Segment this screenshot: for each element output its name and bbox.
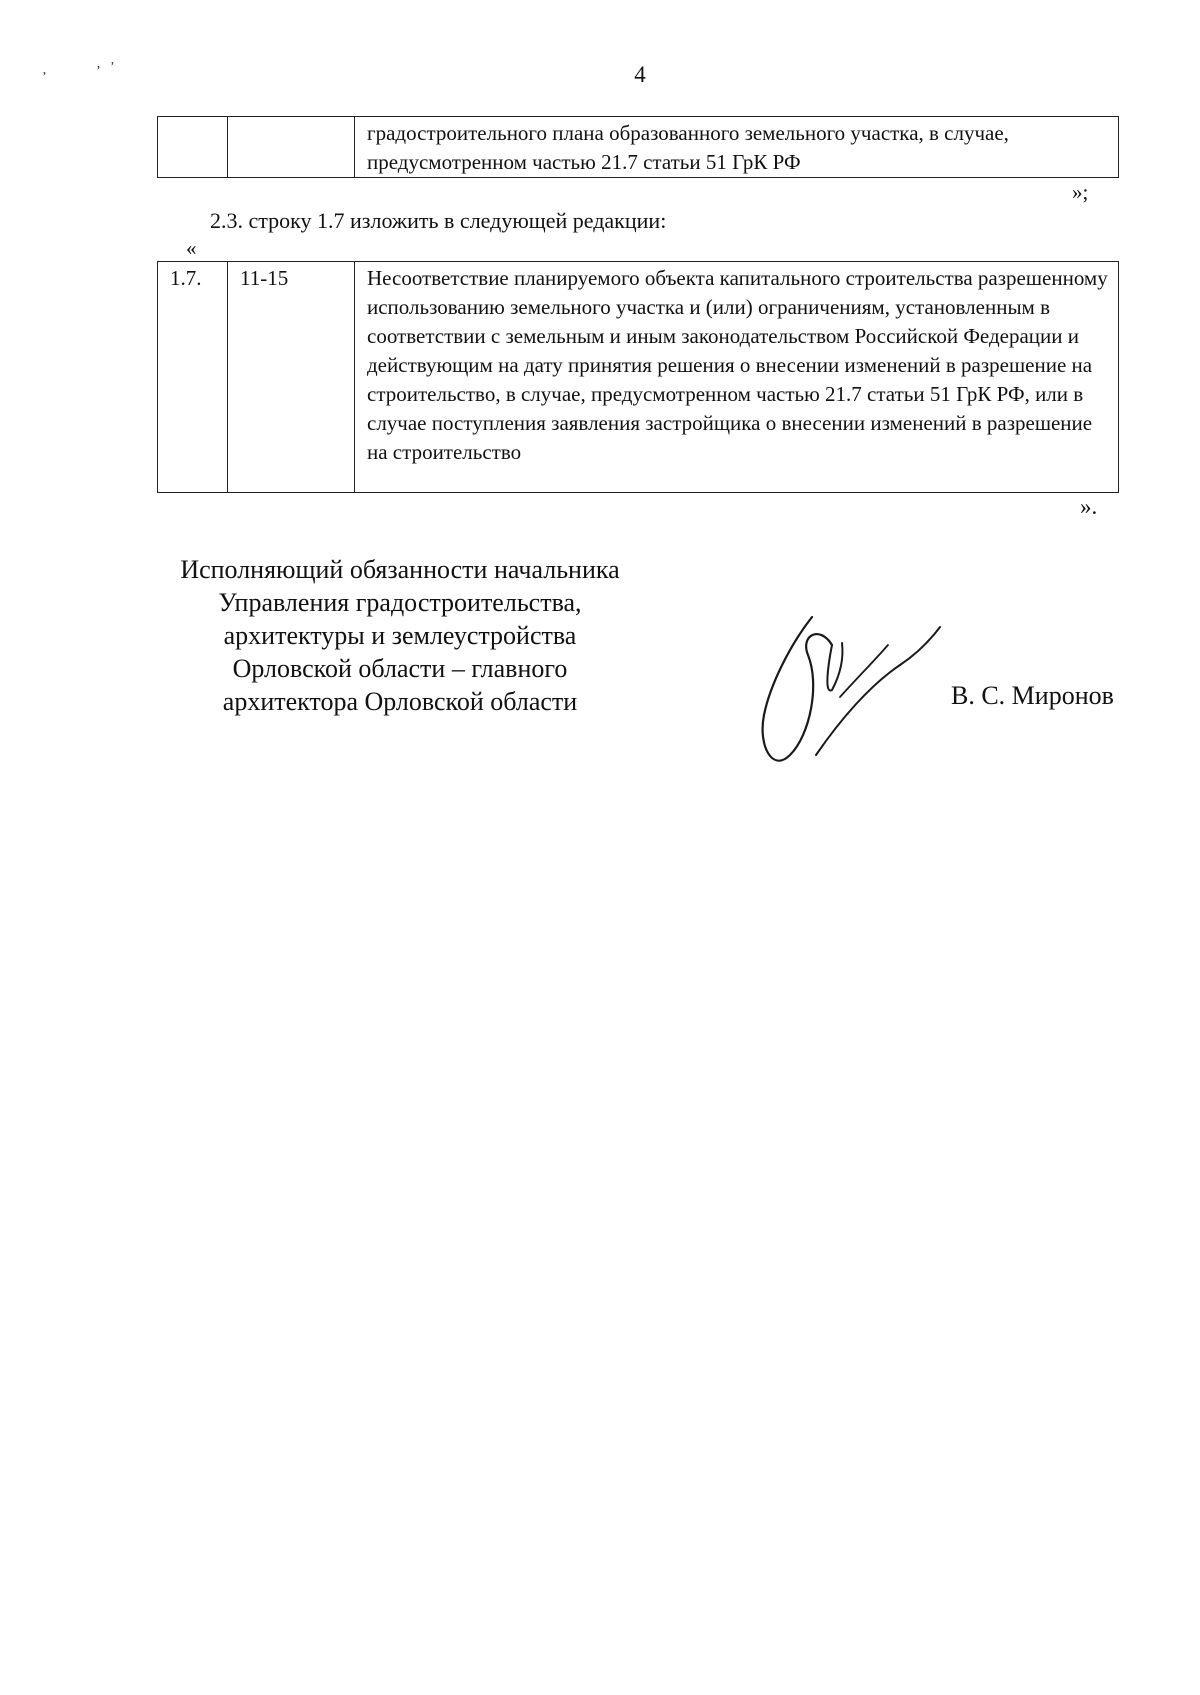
closing-quote: ». bbox=[1080, 494, 1098, 519]
table-row bbox=[158, 117, 1119, 178]
table-cell-code: 11-15 bbox=[228, 262, 355, 493]
page-number: 4 bbox=[634, 62, 646, 87]
table-cell-description: градостроительного плана образованного земельного участка, в случае, предусмотренном частью 21.7 статьи 51 ГрК РФ bbox=[355, 117, 1119, 178]
scan-speck: ʼ bbox=[96, 64, 101, 79]
signatory-title-line: архитектора Орловской области bbox=[222, 687, 578, 716]
amendment-instruction: 2.3. строку 1.7 изложить в следующей редакции: bbox=[210, 208, 667, 233]
signer-name: В. С. Миронов bbox=[951, 681, 1114, 710]
signatory-title-line: архитектуры и землеустройства bbox=[223, 621, 577, 650]
signatory-title bbox=[150, 553, 650, 718]
table-cell-number bbox=[158, 117, 228, 178]
table-cell-number: 1.7. bbox=[158, 262, 228, 493]
opening-quote: « bbox=[186, 236, 197, 260]
table-cell-description: Несоответствие планируемого объекта капитального строительства разрешенному использованию земельного участка и (или) ограничениям, установленным в соответствии с земельным и иным законодательством Российской Федерации и действующим на дату принятия решения о внесении изменений в разрешение на строительство, в случае, предусмотренном частью 21.7 статьи 51 ГрК РФ, или в случае поступления заявления застройщика о внесении изменений в разрешение на строительство bbox=[355, 262, 1119, 493]
amended-row-table bbox=[157, 261, 1119, 493]
signatory-title-line: Орловской области – главного bbox=[232, 654, 568, 683]
handwritten-signature bbox=[750, 605, 950, 775]
signatory-title-line: Исполняющий обязанности начальника bbox=[180, 555, 620, 584]
scan-speck: ʼ bbox=[42, 70, 47, 85]
table-cell-code bbox=[228, 117, 355, 178]
continued-table bbox=[157, 116, 1119, 178]
signatory-title-line: Управления градостроительства, bbox=[218, 588, 582, 617]
scan-speck: ʼ bbox=[110, 60, 115, 75]
closing-quote: »; bbox=[1072, 180, 1089, 204]
table-row bbox=[158, 262, 1119, 493]
